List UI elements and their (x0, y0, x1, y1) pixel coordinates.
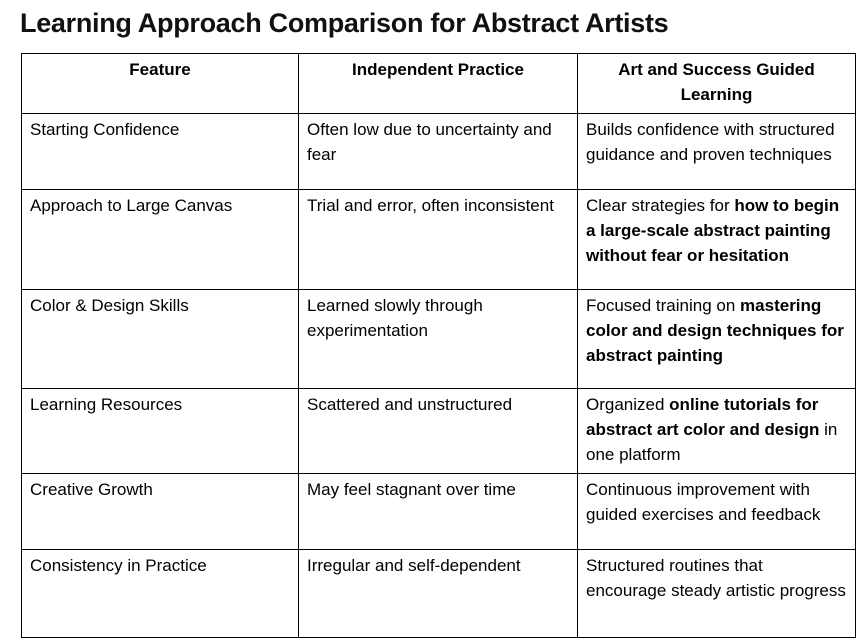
header-guided-learning: Art and Success Guided Learning (578, 54, 856, 114)
feature-cell: Approach to Large Canvas (22, 190, 299, 290)
header-feature: Feature (22, 54, 299, 114)
page-title: Learning Approach Comparison for Abstract Artists (20, 8, 669, 38)
guided-learning-bold-text: online tutorials for abstract art color and design (586, 395, 820, 439)
feature-cell: Creative Growth (22, 474, 299, 550)
guided-learning-text: Builds confidence with structured guidance and proven techniques (586, 120, 835, 164)
guided-learning-cell (578, 114, 856, 190)
table-row (22, 190, 856, 290)
guided-learning-text: Focused training on (586, 296, 741, 315)
guided-learning-text: Clear strategies for (586, 196, 735, 215)
guided-learning-cell (578, 474, 856, 550)
table-header-row (22, 54, 856, 114)
header-independent-practice: Independent Practice (299, 54, 578, 114)
guided-learning-cell (578, 550, 856, 638)
independent-practice-cell: Learned slowly through experimentation (299, 290, 578, 389)
independent-practice-cell: May feel stagnant over time (299, 474, 578, 550)
feature-cell: Consistency in Practice (22, 550, 299, 638)
guided-learning-bold-text: how to begin a large-scale abstract painting without fear or hesitation (586, 196, 840, 265)
guided-learning-text: Structured routines that encourage steady artistic progress (586, 556, 846, 600)
comparison-table (21, 53, 856, 638)
independent-practice-cell: Often low due to uncertainty and fear (299, 114, 578, 190)
table-row (22, 389, 856, 474)
guided-learning-text: Organized (586, 395, 670, 414)
guided-learning-cell (578, 389, 856, 474)
table-row (22, 114, 856, 190)
guided-learning-cell (578, 190, 856, 290)
guided-learning-bold-text: mastering color and design techniques for abstract painting (586, 296, 844, 365)
table-row (22, 550, 856, 638)
feature-cell: Starting Confidence (22, 114, 299, 190)
independent-practice-cell: Scattered and unstructured (299, 389, 578, 474)
feature-cell: Color & Design Skills (22, 290, 299, 389)
table-body (22, 114, 856, 638)
guided-learning-cell (578, 290, 856, 389)
feature-cell: Learning Resources (22, 389, 299, 474)
guided-learning-text: in one platform (586, 420, 838, 464)
table-row (22, 290, 856, 389)
independent-practice-cell: Trial and error, often inconsistent (299, 190, 578, 290)
guided-learning-text: Continuous improvement with guided exercises and feedback (586, 480, 821, 524)
independent-practice-cell: Irregular and self-dependent (299, 550, 578, 638)
table-row (22, 474, 856, 550)
